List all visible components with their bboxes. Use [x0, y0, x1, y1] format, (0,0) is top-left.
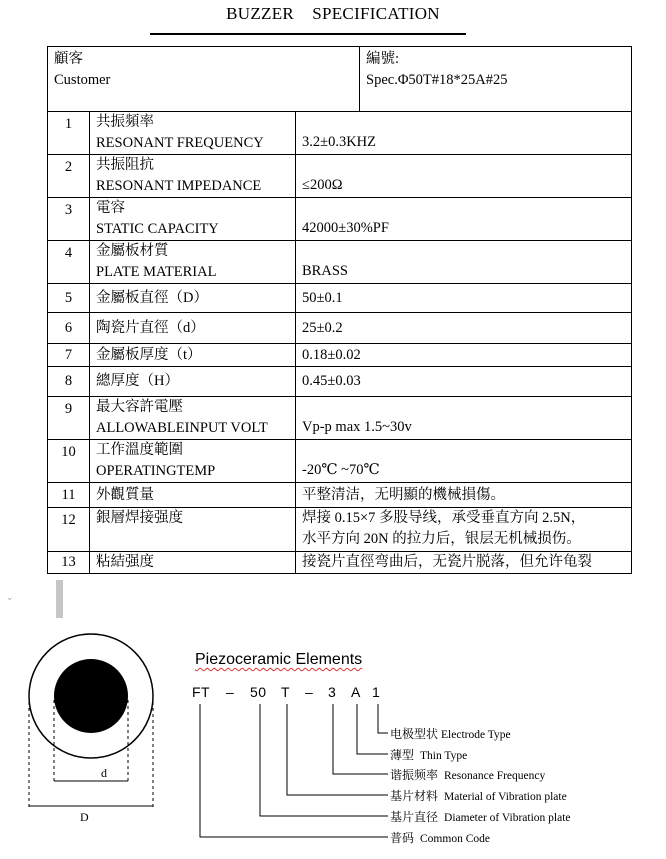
row-number: 4: [48, 241, 90, 284]
legend-cn: 薄型: [390, 748, 415, 762]
row-value: 3.2±0.3KHZ: [296, 112, 632, 155]
row-value: 平整清洁，无明顯的機械損傷。: [296, 483, 632, 508]
row-label-cn: 電容: [96, 200, 125, 216]
code-part-dash2: –: [305, 684, 314, 700]
row-number: 2: [48, 155, 90, 198]
legend-en: Thin Type: [420, 750, 468, 762]
row-value: 25±0.2: [296, 313, 632, 344]
row-number: 6: [48, 313, 90, 344]
row-number: 8: [48, 367, 90, 397]
code-part-50: 50: [250, 684, 267, 700]
row-label-en: ALLOWABLEINPUT VOLT: [96, 420, 268, 436]
row-value: Vp-p max 1.5~30v: [296, 397, 632, 440]
legend-en: Electrode Type: [441, 729, 511, 741]
code-part-t: T: [281, 684, 291, 700]
legend-en: Diameter of Vibration plate: [444, 812, 571, 824]
code-part-dash1: –: [226, 684, 235, 700]
figure-title: [195, 651, 362, 669]
row-value: 接瓷片直徑弯曲后，无瓷片脱落，但允许龟裂: [296, 552, 632, 574]
legend-cn: 普码: [390, 831, 415, 845]
legend-diameter: [390, 808, 571, 825]
row-label-en: RESONANT FREQUENCY: [96, 135, 264, 151]
row-value: BRASS: [296, 241, 632, 284]
legend-en: Common Code: [420, 833, 490, 845]
legend-freq: [390, 766, 545, 783]
row-number: 10: [48, 440, 90, 483]
customer-en: Customer: [54, 72, 111, 88]
row-label: 粘結强度: [90, 552, 296, 574]
page-title: BUZZER SPECIFICATION: [226, 4, 440, 23]
code-part-a: A: [351, 684, 361, 700]
row-number: 13: [48, 552, 90, 574]
legend-thin: [390, 746, 467, 763]
row-label-cn: 共振阻抗: [96, 157, 154, 173]
legend-electrode: [390, 725, 511, 742]
leader-electrode: [378, 704, 388, 733]
code-part-1: 1: [372, 684, 381, 700]
legend-cn: 基片直径: [390, 810, 439, 824]
row-value: 50±0.1: [296, 284, 632, 313]
row-label-cn: 工作溫度範圍: [96, 442, 183, 458]
ceramic-disc: [54, 659, 128, 733]
customer-cn: 顧客: [54, 51, 83, 67]
row-label-en: STATIC CAPACITY: [96, 221, 219, 237]
row-label: 銀層焊接强度: [90, 508, 296, 552]
row-value: 0.18±0.02: [296, 344, 632, 367]
row-label-en: RESONANT IMPEDANCE: [96, 178, 262, 194]
row-label: 金屬板直徑（D）: [90, 284, 296, 313]
row-value: 0.45±0.03: [296, 367, 632, 397]
row-label-en: OPERATINGTEMP: [96, 463, 216, 479]
row-value-line1: 焊接 0.15×7 多股导线，承受垂直方向 2.5N，: [302, 510, 586, 526]
row-label-cn: 共振頻率: [96, 114, 154, 130]
row-label-cn: 最大容許電壓: [96, 399, 183, 415]
code-part-3: 3: [328, 684, 337, 700]
code-part-ft: FT: [192, 684, 211, 700]
row-label: 金屬板厚度（t）: [90, 344, 296, 367]
leader-diameter: [260, 704, 388, 816]
row-label: 外觀質量: [90, 483, 296, 508]
legend-en: Resonance Frequency: [444, 770, 546, 782]
row-number: 7: [48, 344, 90, 367]
label-d-small: d: [101, 766, 107, 780]
legend-common: [390, 829, 490, 846]
row-value: ≤200Ω: [296, 155, 632, 198]
legend-cn: 基片材料: [390, 789, 439, 803]
legend-en: Material of Vibration plate: [444, 791, 567, 803]
leader-thin: [357, 704, 388, 754]
row-value: 42000±30%PF: [296, 198, 632, 241]
row-number: 9: [48, 397, 90, 440]
spec-cn: 編號:: [366, 51, 400, 67]
row-value-line2: 水平方向 20N 的拉力后，银层无机械损伤。: [302, 531, 581, 547]
row-number: 12: [48, 508, 90, 552]
row-number: 5: [48, 284, 90, 313]
legend-cn: 谐振频率: [390, 768, 439, 782]
row-value: -20℃ ~70℃: [296, 440, 632, 483]
row-label-en: PLATE MATERIAL: [96, 264, 217, 280]
figure-title-text: Piezoceramic Elements: [195, 651, 363, 668]
row-number: 11: [48, 483, 90, 508]
legend-material: [390, 787, 567, 804]
leader-common: [200, 704, 388, 837]
row-label: 總厚度（H）: [90, 367, 296, 397]
code-leader-lines: [200, 704, 388, 837]
row-label: 陶瓷片直徑（d）: [90, 313, 296, 344]
spec-value: Spec.Φ50T#18*25A#25: [366, 72, 508, 88]
leader-freq: [333, 704, 388, 774]
label-D-big: D: [80, 810, 89, 824]
row-label-cn: 金屬板材質: [96, 243, 169, 259]
leader-material: [287, 704, 388, 795]
row-number: 3: [48, 198, 90, 241]
legend-cn: 电极型状: [390, 727, 439, 741]
row-number: 1: [48, 112, 90, 155]
caret-icon: ⌄: [6, 592, 14, 602]
